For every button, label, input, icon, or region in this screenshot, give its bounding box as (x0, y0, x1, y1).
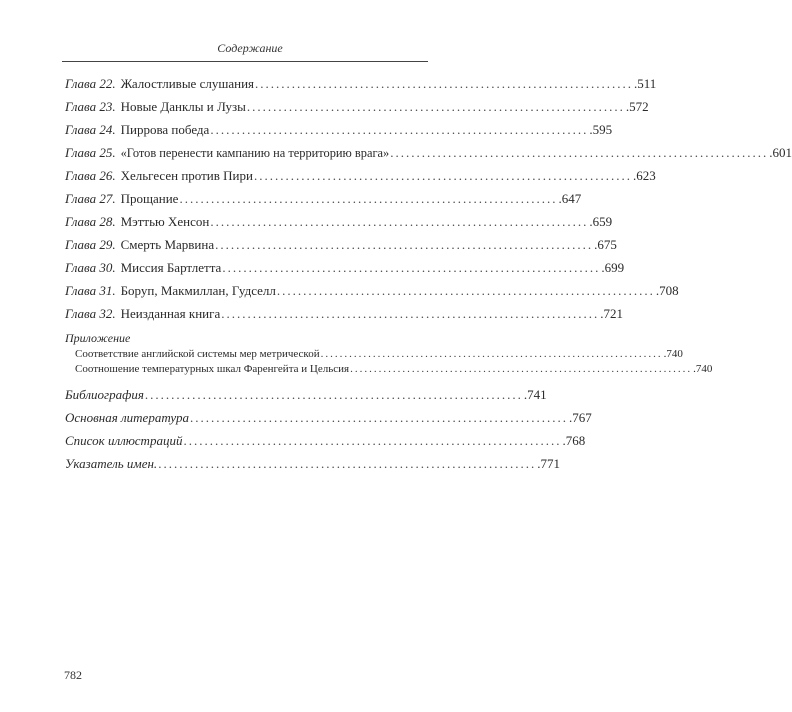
toc-entry[interactable] (65, 256, 625, 279)
toc-entry[interactable] (65, 233, 617, 256)
page-ref: .699 (601, 260, 625, 275)
chapter-label: Глава 27. (65, 191, 116, 206)
dot-leader: ........................................................................ (320, 348, 663, 360)
section-title: Основная литература (65, 410, 189, 425)
dot-leader: ........................................................................ (222, 260, 601, 275)
chapter-title: Пиррова победа (120, 122, 210, 137)
dot-leader: ........................................................................ (144, 387, 523, 402)
appendix-heading: Приложение (65, 331, 131, 345)
chapter-label: Глава 22. (65, 76, 116, 91)
toc-entry[interactable] (65, 72, 657, 95)
page-ref: .740 (663, 348, 683, 360)
toc-entry[interactable] (65, 164, 656, 187)
toc-entry[interactable] (65, 383, 547, 406)
dot-leader: ........................................................................ (210, 122, 589, 137)
toc-entry[interactable] (65, 141, 792, 164)
page-ref: .675 (594, 237, 617, 252)
toc-entry[interactable] (65, 279, 679, 302)
chapter-title: Неизданная книга (120, 306, 221, 321)
toc-entry[interactable] (65, 118, 613, 141)
chapter-title: Хельгесен против Пири (120, 168, 253, 183)
page-number: 782 (64, 668, 82, 682)
chapter-title: Новые Данклы и Лузы (120, 99, 246, 114)
appendix-title: Соотношение температурных шкал Фаренгейта и Цельсия (75, 363, 350, 375)
chapter-label: Глава 23. (65, 99, 116, 114)
dot-leader: ........................................................................ (221, 306, 600, 321)
chapter-label: Глава 29. (65, 237, 116, 252)
chapter-label: Глава 26. (65, 168, 116, 183)
dot-leader: ........................................................................ (246, 99, 625, 114)
page-ref: .767 (568, 410, 592, 425)
page-ref: .623 (632, 168, 656, 183)
page-ref: .601 (769, 145, 792, 160)
dot-leader: ........................................................................ (210, 214, 589, 229)
section-title: Список иллюстраций (65, 433, 183, 448)
dot-leader: ........................................................................ (215, 237, 594, 252)
toc-entry[interactable] (65, 210, 613, 233)
dot-leader: ........................................................................ (183, 433, 562, 448)
page-ref: .741 (523, 387, 547, 402)
dot-leader: ........................................................................ (390, 145, 769, 160)
chapter-title: «Готов перенести кампанию на территорию врага» (120, 146, 390, 160)
running-head: Содержание (217, 41, 283, 55)
chapter-title: Миссия Бартлетта (120, 260, 222, 275)
toc-entry[interactable] (65, 302, 623, 325)
dot-leader: ........................................................................ (350, 363, 693, 375)
dot-leader: ........................................................................ (189, 410, 568, 425)
chapter-title: Мэттью Хенсон (120, 214, 210, 229)
chapter-title: Смерть Марвина (120, 237, 215, 252)
chapter-title: Жалостливые слушания (120, 76, 255, 91)
dot-leader: ........................................................................ (255, 76, 634, 91)
appendix-entry[interactable] (65, 362, 713, 377)
dot-leader: ........................................................................ (158, 456, 537, 471)
toc-entry[interactable] (65, 187, 582, 210)
section-title: Библиография (65, 387, 144, 402)
page-ref: .771 (537, 456, 560, 471)
chapter-label: Глава 25. (65, 145, 116, 160)
chapter-label: Глава 31. (65, 283, 116, 298)
page-ref: .647 (558, 191, 582, 206)
chapter-label: Глава 32. (65, 306, 116, 321)
dot-leader: ........................................................................ (253, 168, 632, 183)
dot-leader: ........................................................................ (179, 191, 558, 206)
page-ref: .595 (589, 122, 613, 137)
page-ref: .708 (655, 283, 679, 298)
section-title: Указатель имен. (65, 456, 158, 471)
toc-entry[interactable] (65, 429, 586, 452)
chapter-label: Глава 24. (65, 122, 116, 137)
appendix-entry[interactable] (65, 347, 683, 362)
toc-entry[interactable] (65, 95, 649, 118)
chapter-title: Прощание (120, 191, 179, 206)
table-of-contents (65, 72, 792, 475)
toc-entry[interactable] (65, 406, 592, 429)
page-ref: .768 (562, 433, 586, 448)
page-ref: .511 (634, 76, 657, 91)
page-ref: .572 (625, 99, 649, 114)
toc-entry[interactable] (65, 452, 560, 475)
chapter-title: Боруп, Макмиллан, Гудселл (120, 283, 276, 298)
page-ref: .659 (589, 214, 613, 229)
dot-leader: ........................................................................ (276, 283, 655, 298)
appendix-title: Соответствие английской системы мер метрической (75, 348, 320, 360)
page-ref: .721 (600, 306, 623, 321)
chapter-label: Глава 28. (65, 214, 116, 229)
chapter-label: Глава 30. (65, 260, 116, 275)
page-ref: .740 (693, 363, 713, 375)
header-rule (62, 61, 428, 62)
